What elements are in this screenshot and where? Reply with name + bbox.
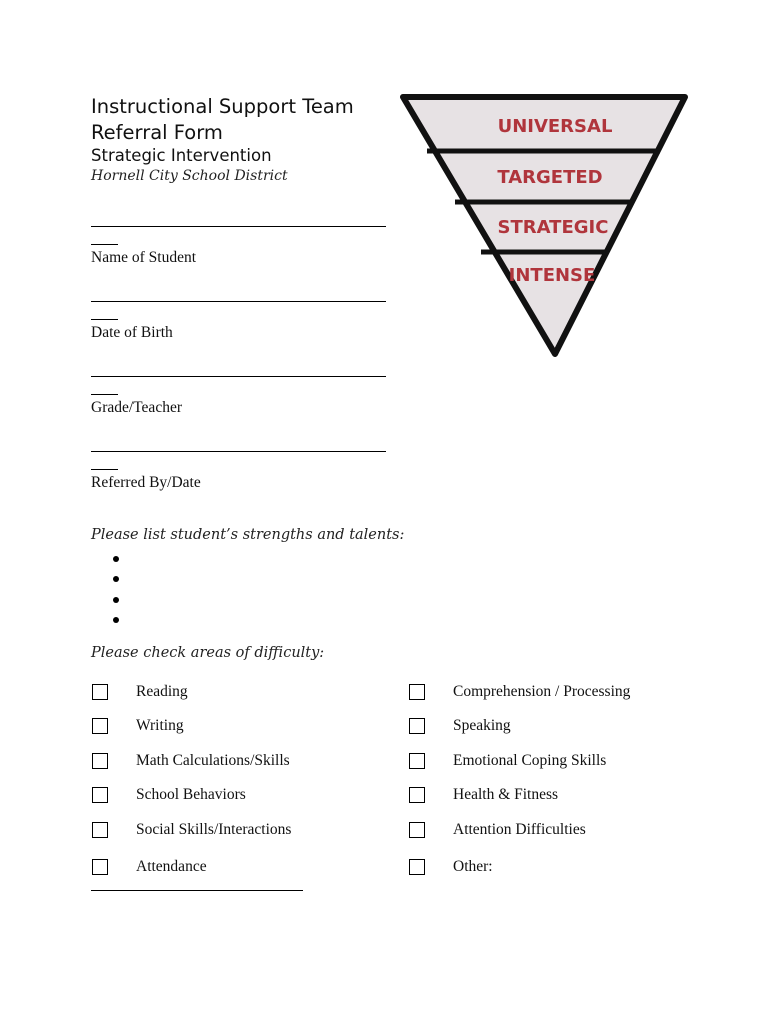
checkbox-label: Reading bbox=[136, 683, 188, 700]
checkbox-label: Emotional Coping Skills bbox=[453, 752, 607, 769]
pyramid-tier-universal: UNIVERSAL bbox=[497, 116, 613, 137]
pyramid-tier-intense: INTENSE bbox=[508, 265, 596, 286]
pyramid-tier-strategic: STRATEGIC bbox=[497, 217, 609, 238]
checkbox-label: Other: bbox=[453, 858, 493, 875]
checkbox[interactable] bbox=[409, 718, 425, 734]
line-continuation bbox=[91, 394, 118, 395]
checkbox[interactable] bbox=[92, 684, 108, 700]
line-continuation bbox=[91, 244, 118, 245]
checkbox[interactable] bbox=[409, 753, 425, 769]
referred-by-line[interactable] bbox=[91, 451, 386, 452]
checkbox[interactable] bbox=[92, 822, 108, 838]
checkbox[interactable] bbox=[92, 718, 108, 734]
checkbox-label: Attendance bbox=[136, 858, 207, 875]
line-continuation bbox=[91, 469, 118, 470]
intervention-pyramid-graphic bbox=[395, 88, 695, 363]
checkbox[interactable] bbox=[409, 822, 425, 838]
student-name-line[interactable] bbox=[91, 226, 386, 227]
checkbox-label: Writing bbox=[136, 717, 184, 734]
form-title bbox=[91, 94, 354, 146]
pyramid-tier-targeted: TARGETED bbox=[497, 167, 603, 188]
checkbox[interactable] bbox=[92, 859, 108, 875]
field-label-referred-by: Referred By/Date bbox=[91, 474, 201, 491]
checkbox-label: Speaking bbox=[453, 717, 511, 734]
grade-teacher-line[interactable] bbox=[91, 376, 386, 377]
checkbox-label: Attention Difficulties bbox=[453, 821, 586, 838]
checkbox[interactable] bbox=[409, 859, 425, 875]
strengths-prompt: Please list student’s strengths and talents: bbox=[91, 527, 405, 543]
checkbox[interactable] bbox=[92, 787, 108, 803]
checkbox[interactable] bbox=[409, 684, 425, 700]
checkbox[interactable] bbox=[409, 787, 425, 803]
checkbox-label: Health & Fitness bbox=[453, 786, 559, 803]
field-label-date-of-birth: Date of Birth bbox=[91, 324, 173, 341]
checkbox-label: School Behaviors bbox=[136, 786, 246, 803]
checkbox-label: Comprehension / Processing bbox=[453, 683, 631, 700]
form-subtitle: Strategic Intervention bbox=[91, 146, 272, 165]
district-name: Hornell City School District bbox=[91, 168, 288, 184]
field-label-student-name: Name of Student bbox=[91, 249, 197, 266]
title-line-2: Referral Form bbox=[91, 121, 223, 144]
line-continuation bbox=[91, 319, 118, 320]
checkbox-label: Math Calculations/Skills bbox=[136, 752, 290, 769]
difficulty-prompt: Please check areas of difficulty: bbox=[91, 645, 325, 661]
date-of-birth-line[interactable] bbox=[91, 301, 386, 302]
attendance-underline bbox=[91, 890, 303, 891]
title-line-1: Instructional Support Team bbox=[91, 95, 354, 118]
checkbox[interactable] bbox=[92, 753, 108, 769]
field-label-grade-teacher: Grade/Teacher bbox=[91, 399, 182, 416]
checkbox-label: Social Skills/Interactions bbox=[136, 821, 292, 838]
